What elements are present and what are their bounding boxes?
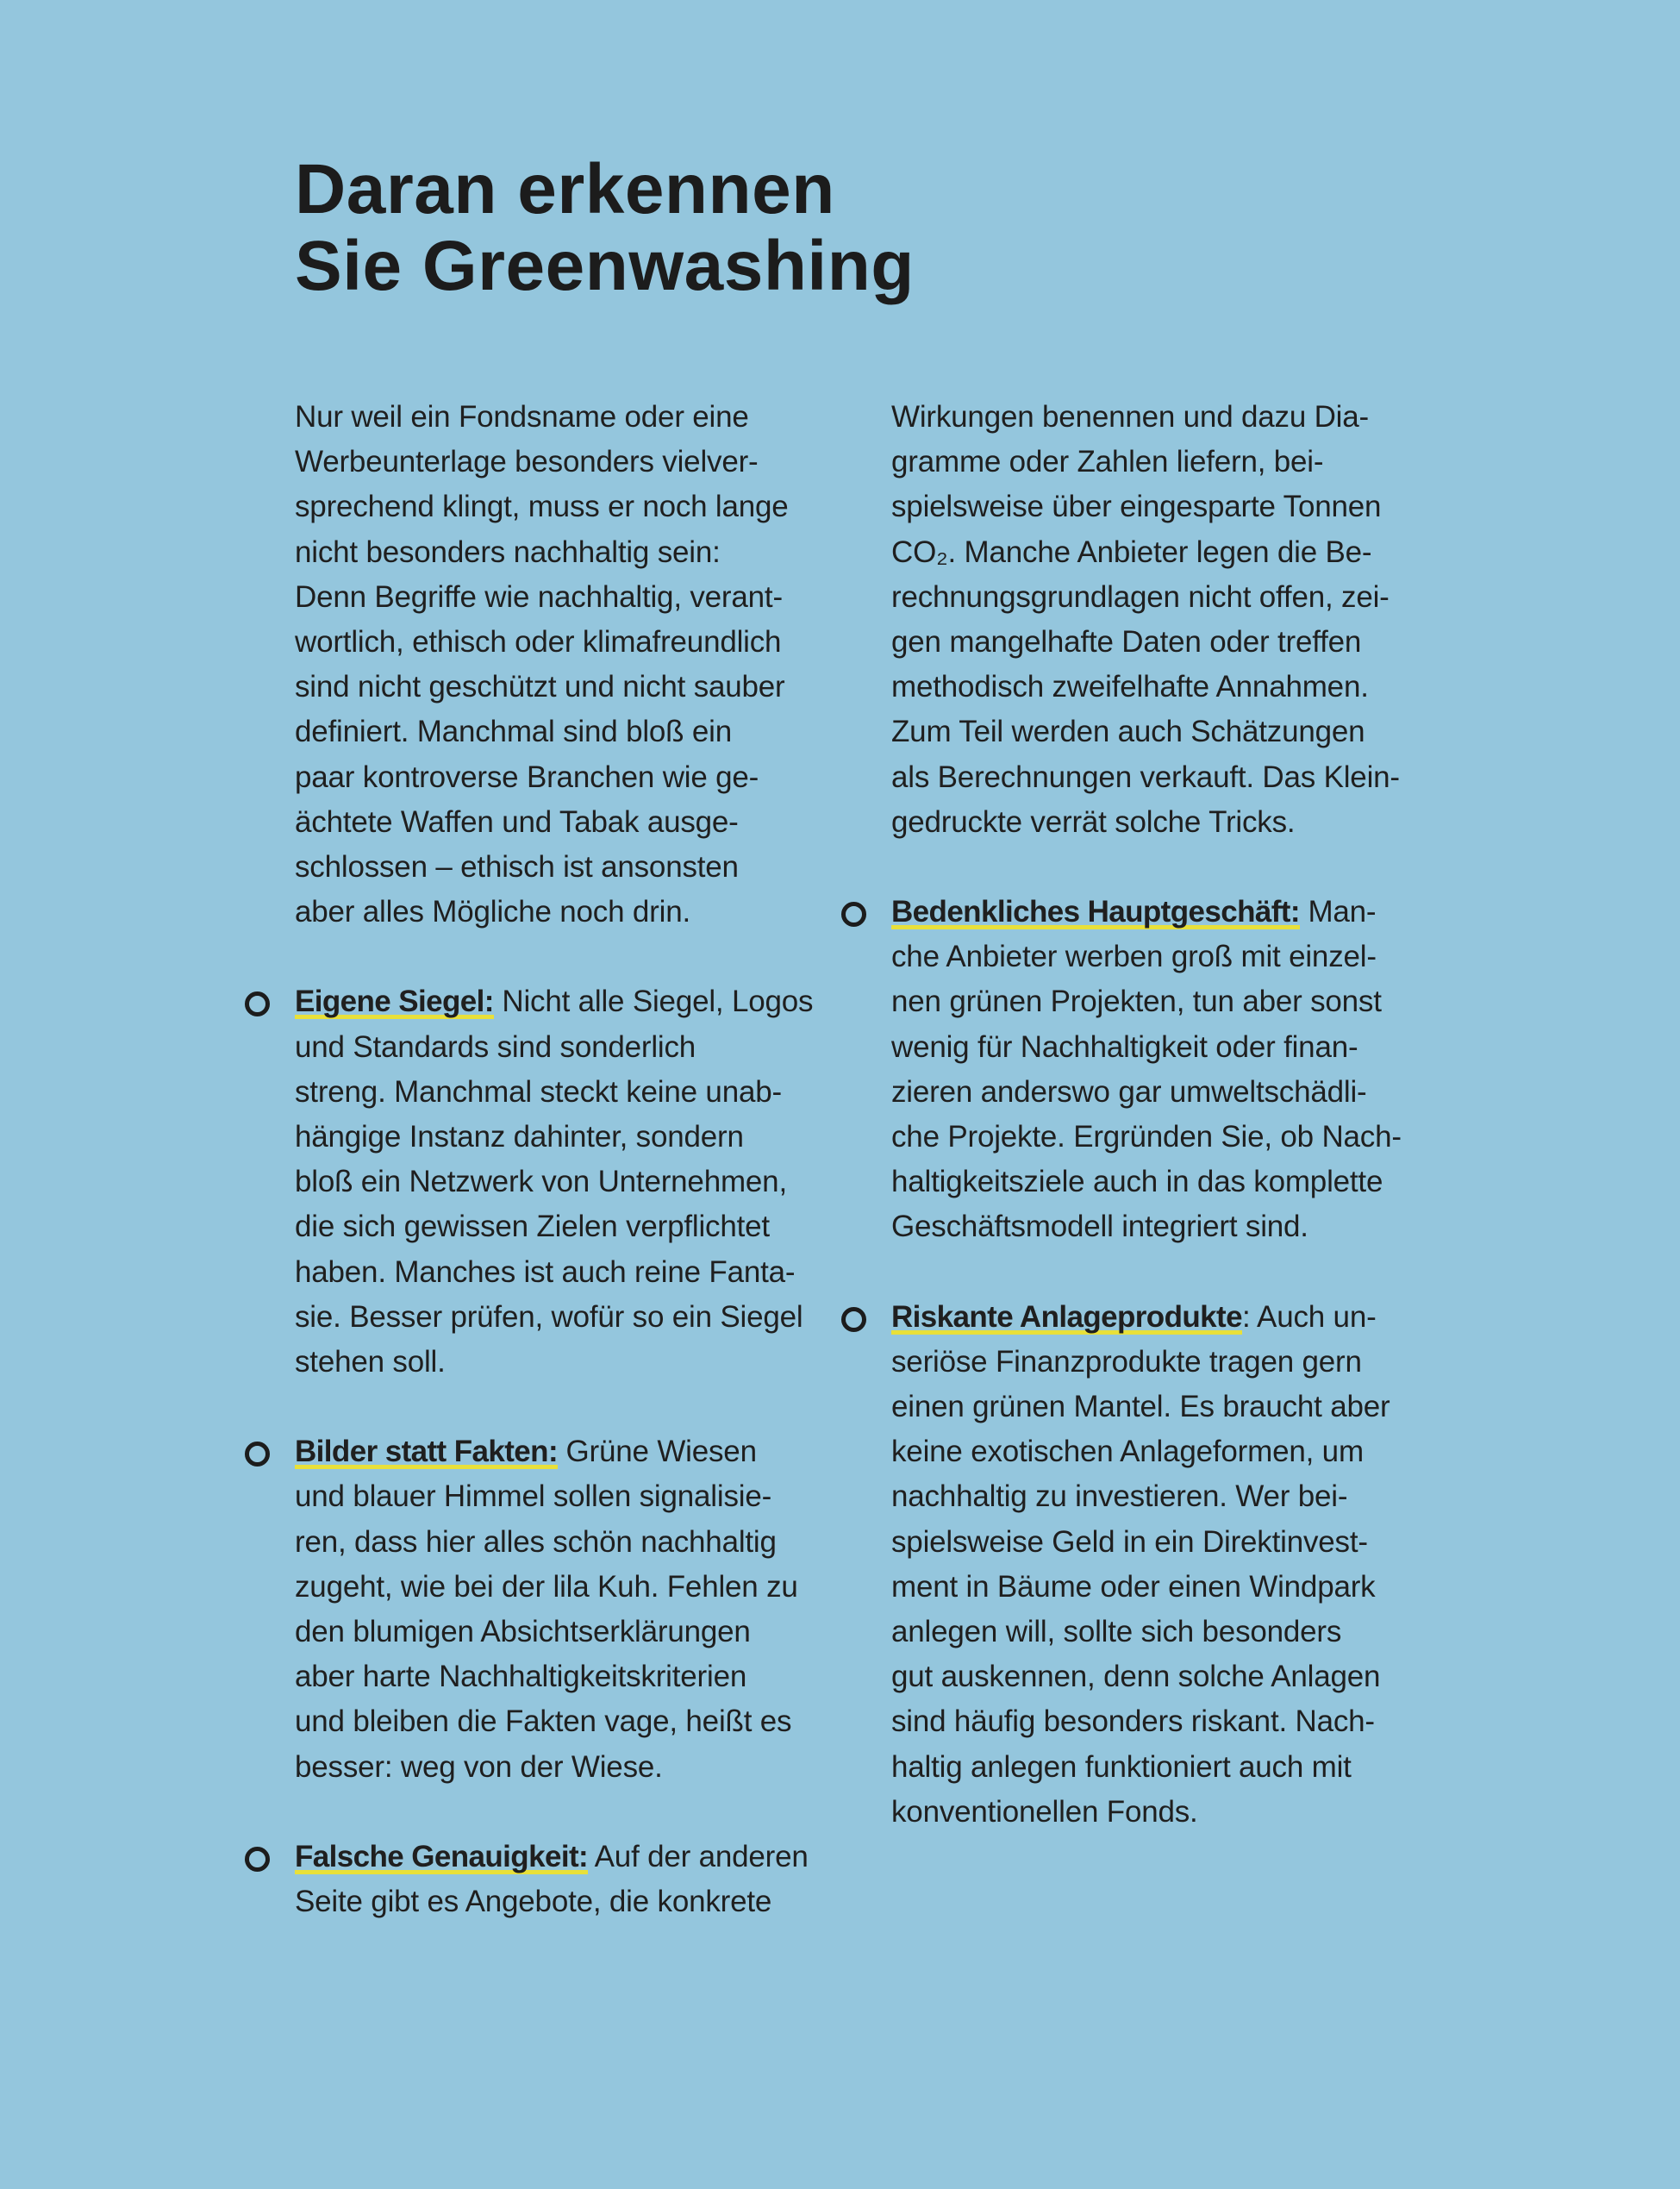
point-bilder-statt-fakten: [295, 1429, 803, 1790]
text-fragment: Man-: [1299, 895, 1377, 929]
text-line: che Projekte. Ergründen Sie, ob Nach-: [891, 1120, 1402, 1154]
text-line: haben. Manches ist auch reine Fanta-: [295, 1254, 796, 1289]
ring-bullet-icon: [245, 1847, 270, 1872]
page-title: [295, 151, 915, 304]
text-line: wortlich, ethisch oder klimafreundlich: [295, 625, 782, 660]
point-eigene-siegel: [295, 979, 814, 1385]
text-line: CO₂. Manche Anbieter legen die Be-: [891, 535, 1372, 569]
text-line: methodisch zweifelhafte Annahmen.: [891, 670, 1369, 704]
text-line: [295, 1429, 803, 1474]
text-line: stehen soll.: [295, 1345, 446, 1379]
text-line: schlossen – ethisch ist ansonsten: [295, 850, 739, 885]
text-line: keine exotischen Anlageformen, um: [891, 1435, 1364, 1469]
text-line: spielsweise Geld in ein Direktinvest-: [891, 1524, 1368, 1559]
text-line: zugeht, wie bei der lila Kuh. Fehlen zu: [295, 1569, 798, 1604]
text-line: [891, 1295, 1400, 1340]
point-falsche-genauigkeit-continued: [891, 395, 1400, 845]
text-line: [295, 979, 814, 1024]
text-line: ment in Bäume oder einen Windpark: [891, 1569, 1376, 1604]
text-line: paar kontroverse Branchen wie ge-: [295, 760, 759, 794]
text-fragment: Auf der anderen: [588, 1839, 809, 1873]
point-term: Bilder statt Fakten:: [295, 1435, 558, 1469]
text-line: gramme oder Zahlen liefern, bei-: [891, 445, 1324, 479]
title-line-1: Daran erkennen: [295, 150, 835, 228]
text-line: nen grünen Projekten, tun aber sonst: [891, 985, 1382, 1019]
text-line: nicht besonders nachhaltig sein:: [295, 535, 721, 569]
text-line: den blumigen Absichtserklärungen: [295, 1615, 751, 1649]
point-falsche-genauigkeit: [295, 1835, 809, 1924]
text-line: definiert. Manchmal sind bloß ein: [295, 715, 732, 749]
text-line: zieren anderswo gar umweltschädli-: [891, 1074, 1367, 1109]
intro-paragraph: [295, 395, 803, 935]
text-line: sind nicht geschützt und nicht sauber: [295, 670, 785, 704]
ring-bullet-icon: [841, 1307, 866, 1332]
text-line: Denn Begriffe wie nachhaltig, verant-: [295, 579, 783, 614]
text-line: sind häufig besonders riskant. Nach-: [891, 1704, 1375, 1739]
point-term: Falsche Genauigkeit:: [295, 1839, 589, 1873]
text-line: Geschäftsmodell integriert sind.: [891, 1210, 1308, 1244]
text-line: [891, 890, 1400, 935]
text-line: rechnungsgrundlagen nicht offen, zei-: [891, 579, 1390, 614]
point-bedenkliches-hauptgeschaeft: [891, 890, 1400, 1250]
text-line: und blauer Himmel sollen signalisie-: [295, 1479, 772, 1514]
text-line: gedruckte verrät solche Tricks.: [891, 804, 1296, 839]
text-line: und bleiben die Fakten vage, heißt es: [295, 1704, 792, 1739]
text-line: Wirkungen benennen und dazu Dia-: [891, 400, 1369, 434]
text-line: ren, dass hier alles schön nachhaltig: [295, 1524, 777, 1559]
text-line: einen grünen Mantel. Es braucht aber: [891, 1390, 1390, 1424]
text-line: Werbeunterlage besonders vielver-: [295, 445, 759, 479]
text-line: Nur weil ein Fondsname oder eine: [295, 400, 749, 434]
text-line: ächtete Waffen und Tabak ausge-: [295, 804, 739, 839]
text-line: konventionellen Fonds.: [891, 1794, 1198, 1829]
text-line: die sich gewissen Zielen verpflichtet: [295, 1210, 770, 1244]
text-fragment: Grüne Wiesen: [558, 1435, 757, 1469]
text-line: nachhaltig zu investieren. Wer bei-: [891, 1479, 1348, 1514]
text-line: Seite gibt es Angebote, die konkrete: [295, 1885, 772, 1919]
point-riskante-anlageprodukte: [891, 1295, 1400, 1835]
text-line: che Anbieter werben groß mit einzel-: [891, 940, 1377, 974]
text-line: bloß ein Netzwerk von Unternehmen,: [295, 1165, 787, 1199]
text-line: sie. Besser prüfen, wofür so ein Siegel: [295, 1299, 803, 1334]
text-line: aber alles Mögliche noch drin.: [295, 895, 690, 929]
text-line: streng. Manchmal steckt keine unab-: [295, 1074, 782, 1109]
left-column: [295, 395, 814, 1969]
text-line: gut auskennen, denn solche Anlagen: [891, 1660, 1381, 1694]
point-term: Eigene Siegel:: [295, 985, 494, 1019]
text-line: anlegen will, sollte sich besonders: [891, 1615, 1342, 1649]
ring-bullet-icon: [245, 991, 270, 1016]
text-line: wenig für Nachhaltigkeit oder finan-: [891, 1029, 1358, 1064]
text-line: sprechend klingt, muss er noch lange: [295, 490, 789, 524]
text-line: hängige Instanz dahinter, sondern: [295, 1120, 744, 1154]
text-line: spielsweise über eingesparte Tonnen: [891, 490, 1382, 524]
text-fragment: : Auch un-: [1241, 1299, 1377, 1334]
text-line: seriöse Finanzprodukte tragen gern: [891, 1344, 1362, 1379]
text-line: Zum Teil werden auch Schätzungen: [891, 715, 1365, 749]
text-fragment: Nicht alle Siegel, Logos: [493, 985, 814, 1019]
ring-bullet-icon: [245, 1442, 270, 1467]
text-line: aber harte Nachhaltigkeitskriterien: [295, 1660, 747, 1694]
text-line: gen mangelhafte Daten oder treffen: [891, 625, 1362, 660]
text-line: [295, 1835, 809, 1879]
text-line: haltig anlegen funktioniert auch mit: [891, 1749, 1352, 1784]
point-term: Bedenkliches Hauptgeschäft:: [891, 895, 1300, 929]
point-term: Riskante Anlageprodukte: [891, 1299, 1242, 1334]
title-line-2: Sie Greenwashing: [295, 227, 915, 305]
text-line: und Standards sind sonderlich: [295, 1029, 696, 1064]
text-line: haltigkeitsziele auch in das komplette: [891, 1165, 1383, 1199]
text-line: besser: weg von der Wiese.: [295, 1749, 663, 1784]
text-line: als Berechnungen verkauft. Das Klein-: [891, 760, 1400, 794]
ring-bullet-icon: [841, 902, 866, 927]
right-column: [891, 395, 1400, 1879]
